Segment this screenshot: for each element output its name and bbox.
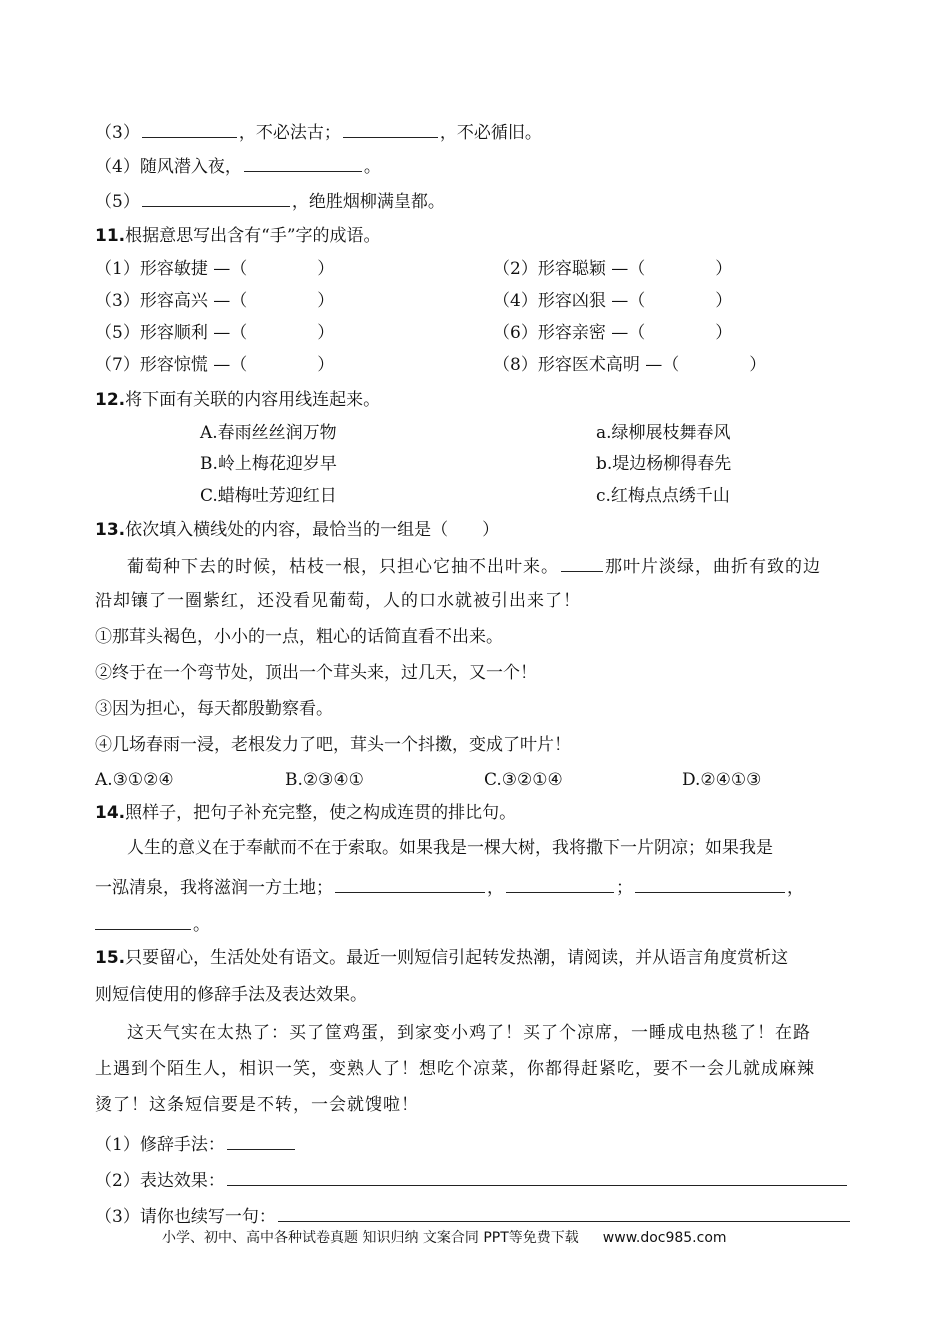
q12-right-a[interactable]: a.绿柳展枝舞春风 xyxy=(596,423,731,443)
q13-passage-line-2: 沿却镶了一圈紫红，还没看见葡萄，人的口水就被引出来了！ xyxy=(95,591,581,611)
q12-left-c[interactable]: C.蜡梅吐芳迎红日 xyxy=(200,486,337,506)
q11-title: 11.根据意思写出含有“手”字的成语。 xyxy=(95,226,381,246)
q13-option-1: ①那茸头褐色，小小的一点，粗心的话简直看不出来。 xyxy=(95,627,503,647)
q11-item-5: （5）形容顺利 —（ ） xyxy=(95,323,335,343)
fill-blank[interactable] xyxy=(561,553,603,572)
q13-option-3: ③因为担心，每天都殷勤察看。 xyxy=(95,699,333,719)
q12-title: 12.将下面有关联的内容用线连起来。 xyxy=(95,390,381,410)
q10-item-4: （4）随风潜入夜， 。 xyxy=(95,153,381,179)
q10-item-3: （3） ，不必法古； ，不必循旧。 xyxy=(95,119,542,145)
q12-left-b[interactable]: B.岭上梅花迎岁早 xyxy=(200,454,337,474)
answer-blank[interactable] xyxy=(95,911,191,930)
answer-blank[interactable] xyxy=(343,119,438,138)
footer xyxy=(162,1226,727,1250)
answer-blank[interactable] xyxy=(506,874,614,893)
q13-choice-a[interactable]: A.③①②④ xyxy=(95,770,174,790)
answer-blank[interactable] xyxy=(142,188,290,207)
q11-item-7: （7）形容惊慌 —（ ） xyxy=(95,355,335,375)
q13-title: 13.依次填入横线处的内容，最恰当的一组是（ ） xyxy=(95,520,500,540)
answer-blank[interactable] xyxy=(244,153,362,172)
q12-right-c[interactable]: c.红梅点点绣千山 xyxy=(596,486,730,506)
q13-choice-c[interactable]: C.③②①④ xyxy=(484,770,563,790)
footer-url[interactable]: www.doc985.com xyxy=(602,1230,727,1246)
q15-message-line-3: 烫了！这条短信要是不转，一会就馊啦！ xyxy=(95,1095,419,1115)
answer-blank[interactable] xyxy=(335,874,485,893)
footer-text: 小学、初中、高中各种试卷真题 知识归纳 文案合同 PPT等免费下载 xyxy=(162,1230,579,1246)
answer-line[interactable] xyxy=(278,1203,850,1222)
q10-item-5: （5） ，绝胜烟柳满皇都。 xyxy=(95,188,445,214)
answer-line[interactable] xyxy=(227,1167,847,1186)
q11-item-2: （2）形容聪颖 —（ ） xyxy=(493,259,733,279)
q12-left-a[interactable]: A.春雨丝丝润万物 xyxy=(200,423,337,443)
q15-sub-3: （3）请你也续写一句： xyxy=(95,1203,852,1229)
q14-line-3: 。 xyxy=(95,911,210,937)
q13-passage-line-1: 葡萄种下去的时候，枯枝一根，只担心它抽不出叶来。 那叶片淡绿，曲折有致的边 xyxy=(127,553,821,579)
q11-item-4: （4）形容凶狠 —（ ） xyxy=(493,291,733,311)
answer-blank[interactable] xyxy=(142,119,237,138)
q11-item-8: （8）形容医术高明 —（ ） xyxy=(493,355,767,375)
q13-choice-d[interactable]: D.②④①③ xyxy=(682,770,762,790)
q11-item-6: （6）形容亲密 —（ ） xyxy=(493,323,733,343)
q14-line-1: 人生的意义在于奉献而不在于索取。如果我是一棵大树，我将撒下一片阴凉；如果我是 xyxy=(127,838,773,858)
q12-right-b[interactable]: b.堤边杨柳得春先 xyxy=(596,454,732,474)
q15-message-line-1: 这天气实在太热了：买了筐鸡蛋，到家变小鸡了！买了个凉席，一睡成电热毯了！在路 xyxy=(127,1023,811,1043)
q14-title: 14.照样子，把句子补充完整，使之构成连贯的排比句。 xyxy=(95,803,517,823)
q15-sub-2: （2）表达效果： xyxy=(95,1167,849,1193)
q13-choice-b[interactable]: B.②③④① xyxy=(285,770,364,790)
q13-option-2: ②终于在一个弯节处，顶出一个茸头来，过几天，又一个！ xyxy=(95,663,537,683)
answer-blank[interactable] xyxy=(635,874,785,893)
q15-title-line-1: 15.只要留心，生活处处有语文。最近一则短信引起转发热潮，请阅读，并从语言角度赏析这 xyxy=(95,948,789,968)
q15-sub-1: （1）修辞手法： xyxy=(95,1131,297,1157)
q11-item-3: （3）形容高兴 —（ ） xyxy=(95,291,335,311)
q13-option-4: ④几场春雨一浸，老根发力了吧，茸头一个抖擞，变成了叶片！ xyxy=(95,735,571,755)
q14-line-2: 一泓清泉，我将滋润一方土地； ， ； ， xyxy=(95,874,804,900)
q11-item-1: （1）形容敏捷 —（ ） xyxy=(95,259,335,279)
q15-title-line-2: 则短信使用的修辞手法及表达效果。 xyxy=(95,985,367,1005)
answer-blank[interactable] xyxy=(227,1131,295,1150)
q15-message-line-2: 上遇到个陌生人，相识一笑，变熟人了！想吃个凉菜，你都得赶紧吃，要不一会儿就成麻辣 xyxy=(95,1059,815,1079)
